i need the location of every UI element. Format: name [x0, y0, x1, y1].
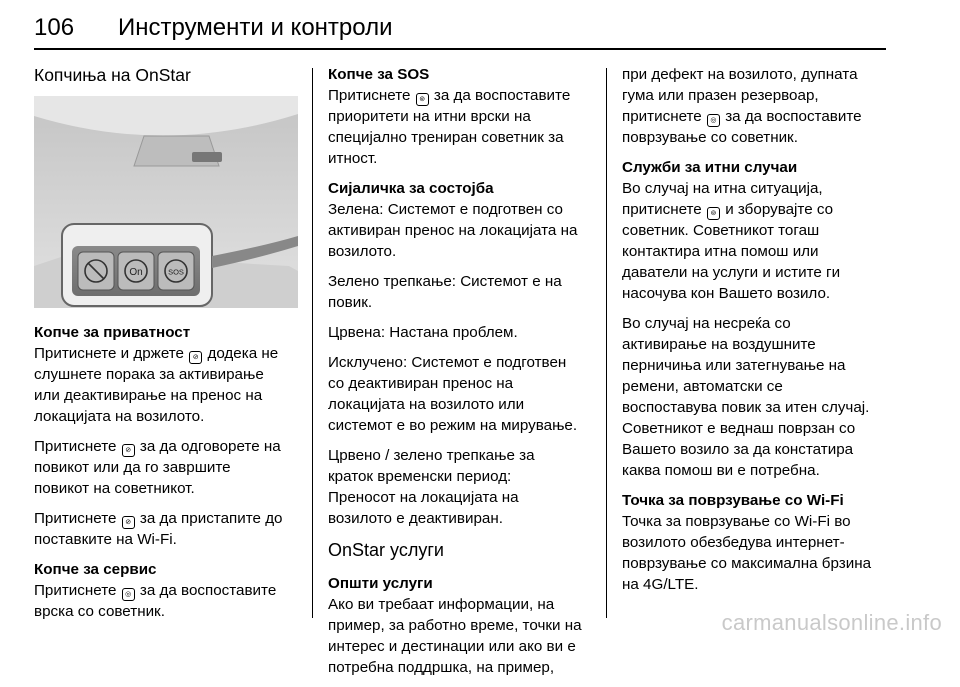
text-line: каква помош ви е потребна.	[622, 462, 820, 479]
text-line: поврзување со максимална брзина	[622, 555, 872, 572]
text-line: и зборувајте со	[720, 201, 834, 218]
wifi-heading: Точка за поврзување со Wi-Fi	[622, 492, 844, 509]
privacy-icon: ⊘	[189, 351, 202, 364]
sos-paragraph	[328, 85, 600, 169]
text-line: Вашето возило за да констатира	[622, 441, 854, 458]
text-line: за да одговорете на	[135, 438, 281, 455]
page-title: Инструменти и контроли	[118, 14, 393, 41]
text-line: активиран пренос на локацијата на	[328, 222, 578, 239]
privacy-paragraph-1	[34, 343, 304, 427]
privacy-paragraph-3	[34, 508, 304, 550]
onstar-buttons-figure	[34, 96, 298, 308]
text-line: приоритети на итни врски на	[328, 108, 531, 125]
continued-paragraph	[622, 64, 897, 148]
status-heading: Сијаличка за состојба	[328, 180, 494, 197]
text-line: Точка за поврзување со Wi-Fi во	[622, 513, 851, 530]
general-paragraph	[328, 594, 600, 678]
text-line: Ако ви требаат информации, на	[328, 596, 555, 613]
text-line: повикот или да го завршите	[34, 459, 231, 476]
column-3	[622, 64, 897, 604]
onstar-icon: ◎	[122, 588, 135, 601]
text-line: Црвено / зелено трепкање за	[328, 447, 535, 464]
text-line: за да воспоставите	[429, 87, 571, 104]
text-line: со деактивиран пренос на	[328, 375, 514, 392]
text-line: возилото обезбедува интернет-	[622, 534, 845, 551]
text-line: поврзување со советник.	[622, 129, 798, 146]
sos-button-label: SOS	[168, 267, 184, 277]
text-line: Преносот на локацијата на	[328, 489, 519, 506]
sos-icon: ⊚	[416, 93, 429, 106]
text-line: ремени, автоматски се	[622, 378, 783, 395]
status-green-blink	[328, 271, 600, 313]
emergency-heading: Служби за итни случаи	[622, 159, 798, 176]
page-number: 106	[34, 14, 75, 41]
text-line: Во случај на итна ситуација,	[622, 180, 823, 197]
status-green	[328, 199, 600, 262]
text-line: повикот на советникот.	[34, 480, 195, 497]
status-off	[328, 352, 600, 436]
text-line: за да пристапите до	[135, 510, 283, 527]
text-line: Притиснете	[34, 438, 121, 455]
service-heading: Копче за сервис	[34, 561, 157, 578]
text-line: врска со советник.	[34, 603, 165, 620]
text-line: советник. Советникот тогаш	[622, 222, 820, 239]
text-line: Во случај на несреќа со	[622, 315, 791, 332]
text-line: Зелена: Системот е подготвен со	[328, 201, 564, 218]
text-line: за да воспоставите	[135, 582, 277, 599]
text-line: Притиснете	[34, 510, 121, 527]
text-line: додека не	[203, 345, 279, 362]
text-line: системот е во режим на мирување.	[328, 417, 578, 434]
section-title: Копчиња на OnStar	[34, 65, 191, 85]
text-line: специјално трениран советник за	[328, 129, 564, 146]
text-line: за да воспоставите	[720, 108, 862, 125]
text-line: перничиња или затегнување на	[622, 357, 846, 374]
onstar-button-label: On	[129, 267, 143, 278]
page-header	[34, 14, 886, 48]
text-line: или деактивирање на пренос на	[34, 387, 263, 404]
column-1	[34, 64, 304, 96]
text-line: возилото.	[328, 243, 397, 260]
text-line: при дефект на возилото, дупната	[622, 66, 858, 83]
text-line: итност.	[328, 150, 378, 167]
header-rule	[34, 48, 886, 50]
text-line: Притиснете	[34, 582, 121, 599]
text-line: контактира итна помош или	[622, 243, 819, 260]
text-line: пример, за работно време, точки на	[328, 617, 582, 634]
text-line: краток временски период:	[328, 468, 512, 485]
status-red	[328, 322, 600, 343]
privacy-paragraph-2	[34, 436, 304, 499]
column-2	[328, 64, 600, 687]
status-red-green	[328, 445, 600, 529]
text-line: слушнете порака за активирање	[34, 366, 264, 383]
text-line: потребна поддршка, на пример,	[328, 659, 555, 676]
text-line: Зелено трепкање: Системот е на	[328, 273, 562, 290]
text-line: локацијата на возилото.	[34, 408, 205, 425]
column-1-text	[34, 322, 304, 631]
sos-icon: ⊚	[707, 207, 720, 220]
sos-heading: Копче за SOS	[328, 66, 430, 83]
watermark: carmanualsonline.info	[721, 610, 942, 635]
wifi-paragraph	[622, 511, 897, 595]
general-heading: Општи услуги	[328, 575, 433, 592]
onstar-illustration	[34, 96, 298, 308]
column-divider	[606, 68, 607, 618]
text-line: поставките на Wi-Fi.	[34, 531, 177, 548]
text-line: на 4G/LTE.	[622, 576, 699, 593]
text-line: Исклучено: Системот е подготвен	[328, 354, 567, 371]
text-line: Притиснете	[328, 87, 415, 104]
services-title: OnStar услуги	[328, 540, 444, 560]
privacy-heading: Копче за приватност	[34, 324, 191, 341]
emergency-paragraph-1	[622, 178, 897, 304]
text-line: активирање на воздушните	[622, 336, 816, 353]
column-divider	[312, 68, 313, 618]
text-line: насочува кон Вашето возило.	[622, 285, 831, 302]
text-line: притиснете	[622, 108, 706, 125]
text-line: Притиснете и држете	[34, 345, 189, 362]
text-line: Советникот е веднаш поврзан со	[622, 420, 856, 437]
text-line: локацијата на возилото или	[328, 396, 525, 413]
privacy-icon: ⊘	[122, 516, 135, 529]
privacy-icon: ⊘	[122, 444, 135, 457]
text-line: притиснете	[622, 201, 706, 218]
text-line: возилото е деактивиран.	[328, 510, 503, 527]
text-line: повик.	[328, 294, 373, 311]
onstar-icon: ◎	[707, 114, 720, 127]
text-line: гума или празен резервоар,	[622, 87, 819, 104]
text-line: воспоставува повик за итен случај.	[622, 399, 870, 416]
emergency-paragraph-2	[622, 313, 897, 481]
text-line: интерес и дестинации или ако ви е	[328, 638, 576, 655]
text-line: даватели на услуги и истите ги	[622, 264, 841, 281]
text-line: Црвена: Настана проблем.	[328, 324, 518, 341]
service-paragraph	[34, 580, 304, 622]
